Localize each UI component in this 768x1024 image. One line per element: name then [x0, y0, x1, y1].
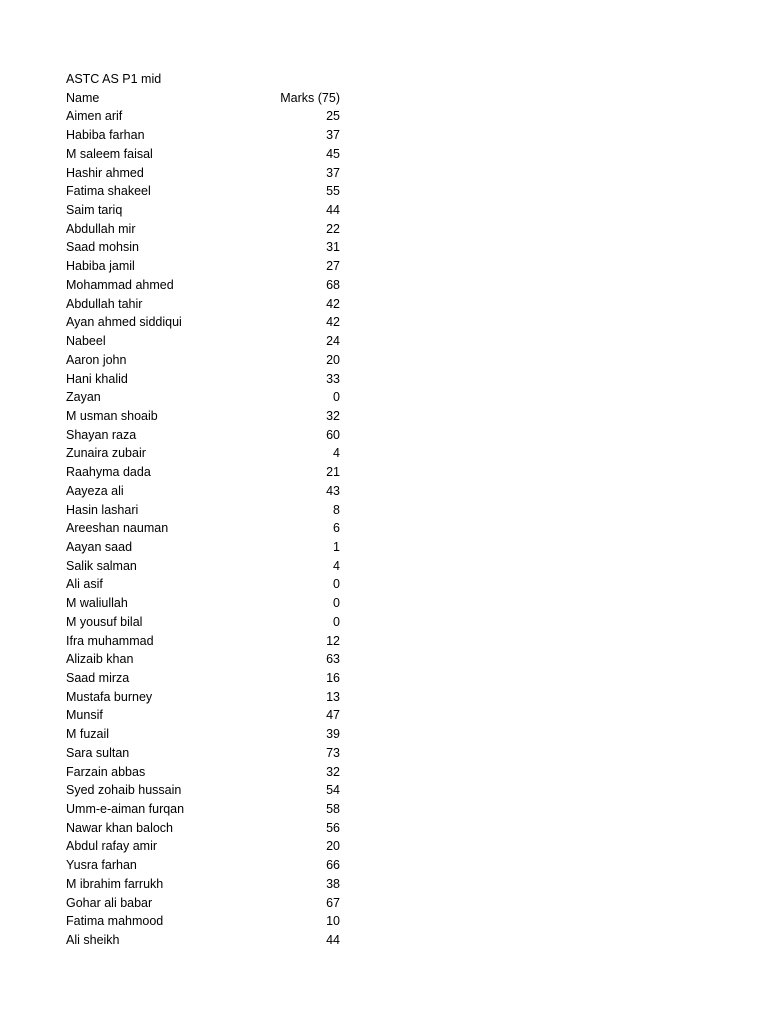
- student-name: Areeshan nauman: [66, 521, 169, 536]
- table-row: [66, 238, 340, 257]
- student-marks: 0: [333, 596, 340, 611]
- table-row: [66, 894, 340, 913]
- student-rows: [66, 107, 340, 949]
- student-marks: 4: [333, 558, 340, 573]
- marks-sheet: [66, 70, 340, 950]
- sheet-title: ASTC AS P1 mid: [66, 72, 162, 86]
- student-name: Munsif: [66, 708, 103, 723]
- table-row: [66, 164, 340, 183]
- student-marks: 44: [326, 933, 340, 948]
- student-name: Alizaib khan: [66, 652, 134, 667]
- student-name: Abdul rafay amir: [66, 839, 158, 854]
- student-name: Fatima shakeel: [66, 184, 151, 199]
- student-name: Ayan ahmed siddiqui: [66, 315, 182, 330]
- student-marks: 6: [333, 521, 340, 536]
- table-row: [66, 276, 340, 295]
- table-row: [66, 557, 340, 576]
- student-marks: 13: [326, 689, 340, 704]
- table-row: [66, 126, 340, 145]
- student-name: Nabeel: [66, 334, 106, 349]
- student-marks: 58: [326, 802, 340, 817]
- student-name: Aimen arif: [66, 109, 123, 124]
- student-marks: 38: [326, 876, 340, 891]
- student-name: M fuzail: [66, 727, 110, 742]
- table-row: [66, 763, 340, 782]
- header-row: [66, 89, 340, 108]
- sheet-title-row: [66, 70, 340, 89]
- student-marks: 20: [326, 352, 340, 367]
- table-row: [66, 107, 340, 126]
- table-row: [66, 594, 340, 613]
- student-marks: 31: [326, 240, 340, 255]
- student-name: Farzain abbas: [66, 764, 146, 779]
- student-marks: 8: [333, 502, 340, 517]
- student-marks: 42: [326, 296, 340, 311]
- student-marks: 73: [326, 745, 340, 760]
- student-name: M yousuf bilal: [66, 614, 143, 629]
- student-name: Saad mirza: [66, 671, 130, 685]
- student-name: Shayan raza: [66, 427, 137, 442]
- table-row: [66, 744, 340, 763]
- table-row: [66, 501, 340, 520]
- student-name: M waliullah: [66, 596, 128, 611]
- table-row: [66, 388, 340, 407]
- table-row: [66, 444, 340, 463]
- student-name: Zunaira zubair: [66, 446, 146, 461]
- table-row: [66, 856, 340, 875]
- table-row: [66, 182, 340, 201]
- student-name: Hashir ahmed: [66, 165, 144, 180]
- student-marks: 0: [333, 577, 340, 592]
- student-marks: 60: [326, 427, 340, 442]
- student-marks: 37: [326, 128, 340, 143]
- table-row: [66, 800, 340, 819]
- table-row: [66, 426, 340, 445]
- table-row: [66, 519, 340, 538]
- table-row: [66, 931, 340, 950]
- student-name: Saad mohsin: [66, 240, 139, 255]
- student-marks: 63: [326, 652, 340, 667]
- table-row: [66, 706, 340, 725]
- student-name: Abdullah tahir: [66, 296, 143, 311]
- student-marks: 16: [326, 671, 340, 685]
- student-name: M ibrahim farrukh: [66, 876, 164, 891]
- table-row: [66, 725, 340, 744]
- table-row: [66, 295, 340, 314]
- student-marks: 54: [326, 783, 340, 798]
- table-row: [66, 632, 340, 651]
- student-marks: 67: [326, 895, 340, 910]
- student-marks: 27: [326, 259, 340, 274]
- table-row: [66, 613, 340, 632]
- student-marks: 56: [326, 820, 340, 835]
- student-name: Aaron john: [66, 352, 127, 367]
- student-name: Umm-e-aiman furqan: [66, 802, 185, 817]
- table-row: [66, 650, 340, 669]
- table-row: [66, 313, 340, 332]
- student-marks: 0: [333, 390, 340, 405]
- student-name: M usman shoaib: [66, 408, 158, 423]
- table-row: [66, 351, 340, 370]
- student-name: Sara sultan: [66, 745, 130, 760]
- table-row: [66, 463, 340, 482]
- table-row: [66, 407, 340, 426]
- table-row: [66, 220, 340, 239]
- table-row: [66, 912, 340, 931]
- student-marks: 20: [326, 839, 340, 854]
- table-row: [66, 370, 340, 389]
- table-row: [66, 575, 340, 594]
- table-row: [66, 875, 340, 894]
- student-name: Mohammad ahmed: [66, 277, 174, 292]
- student-name: Salik salman: [66, 558, 137, 573]
- student-marks: 25: [326, 109, 340, 124]
- student-marks: 21: [326, 465, 340, 480]
- name-column-header: Name: [66, 90, 100, 105]
- student-name: Ifra muhammad: [66, 633, 154, 648]
- student-marks: 39: [326, 727, 340, 742]
- student-name: Habiba farhan: [66, 128, 145, 143]
- student-marks: 42: [326, 315, 340, 330]
- table-row: [66, 332, 340, 351]
- student-name: Fatima mahmood: [66, 914, 164, 929]
- student-marks: 68: [326, 277, 340, 292]
- student-name: Syed zohaib hussain: [66, 783, 182, 798]
- table-row: [66, 257, 340, 276]
- table-row: [66, 781, 340, 800]
- student-name: Yusra farhan: [66, 858, 137, 873]
- student-name: Habiba jamil: [66, 259, 135, 274]
- student-marks: 47: [326, 708, 340, 723]
- table-row: [66, 145, 340, 164]
- student-name: Hasin lashari: [66, 502, 139, 517]
- student-name: Nawar khan baloch: [66, 820, 174, 835]
- table-row: [66, 837, 340, 856]
- student-marks: 32: [326, 764, 340, 779]
- student-marks: 1: [333, 539, 340, 554]
- table-row: [66, 201, 340, 220]
- student-marks: 44: [326, 203, 340, 218]
- student-marks: 24: [326, 334, 340, 349]
- student-name: Aayeza ali: [66, 483, 124, 498]
- student-marks: 10: [326, 914, 340, 929]
- student-name: Hani khalid: [66, 371, 128, 386]
- student-name: Aayan saad: [66, 539, 133, 554]
- student-name: Saim tariq: [66, 203, 123, 218]
- student-name: Raahyma dada: [66, 465, 151, 480]
- student-marks: 37: [326, 165, 340, 180]
- table-row: [66, 688, 340, 707]
- student-name: Zayan: [66, 390, 101, 405]
- student-marks: 55: [326, 184, 340, 199]
- student-marks: 0: [333, 614, 340, 629]
- table-row: [66, 819, 340, 838]
- student-name: Ali asif: [66, 577, 103, 592]
- student-name: Gohar ali babar: [66, 895, 153, 910]
- table-row: [66, 669, 340, 688]
- student-name: Abdullah mir: [66, 221, 136, 236]
- student-marks: 45: [326, 146, 340, 161]
- student-name: Ali sheikh: [66, 933, 120, 948]
- marks-column-header: Marks (75): [280, 90, 340, 105]
- student-marks: 43: [326, 483, 340, 498]
- student-marks: 22: [326, 221, 340, 236]
- student-marks: 66: [326, 858, 340, 873]
- table-row: [66, 538, 340, 557]
- student-name: M saleem faisal: [66, 146, 153, 161]
- table-row: [66, 482, 340, 501]
- student-name: Mustafa burney: [66, 689, 153, 704]
- student-marks: 12: [326, 633, 340, 648]
- student-marks: 32: [326, 408, 340, 423]
- student-marks: 33: [326, 371, 340, 386]
- student-marks: 4: [333, 446, 340, 461]
